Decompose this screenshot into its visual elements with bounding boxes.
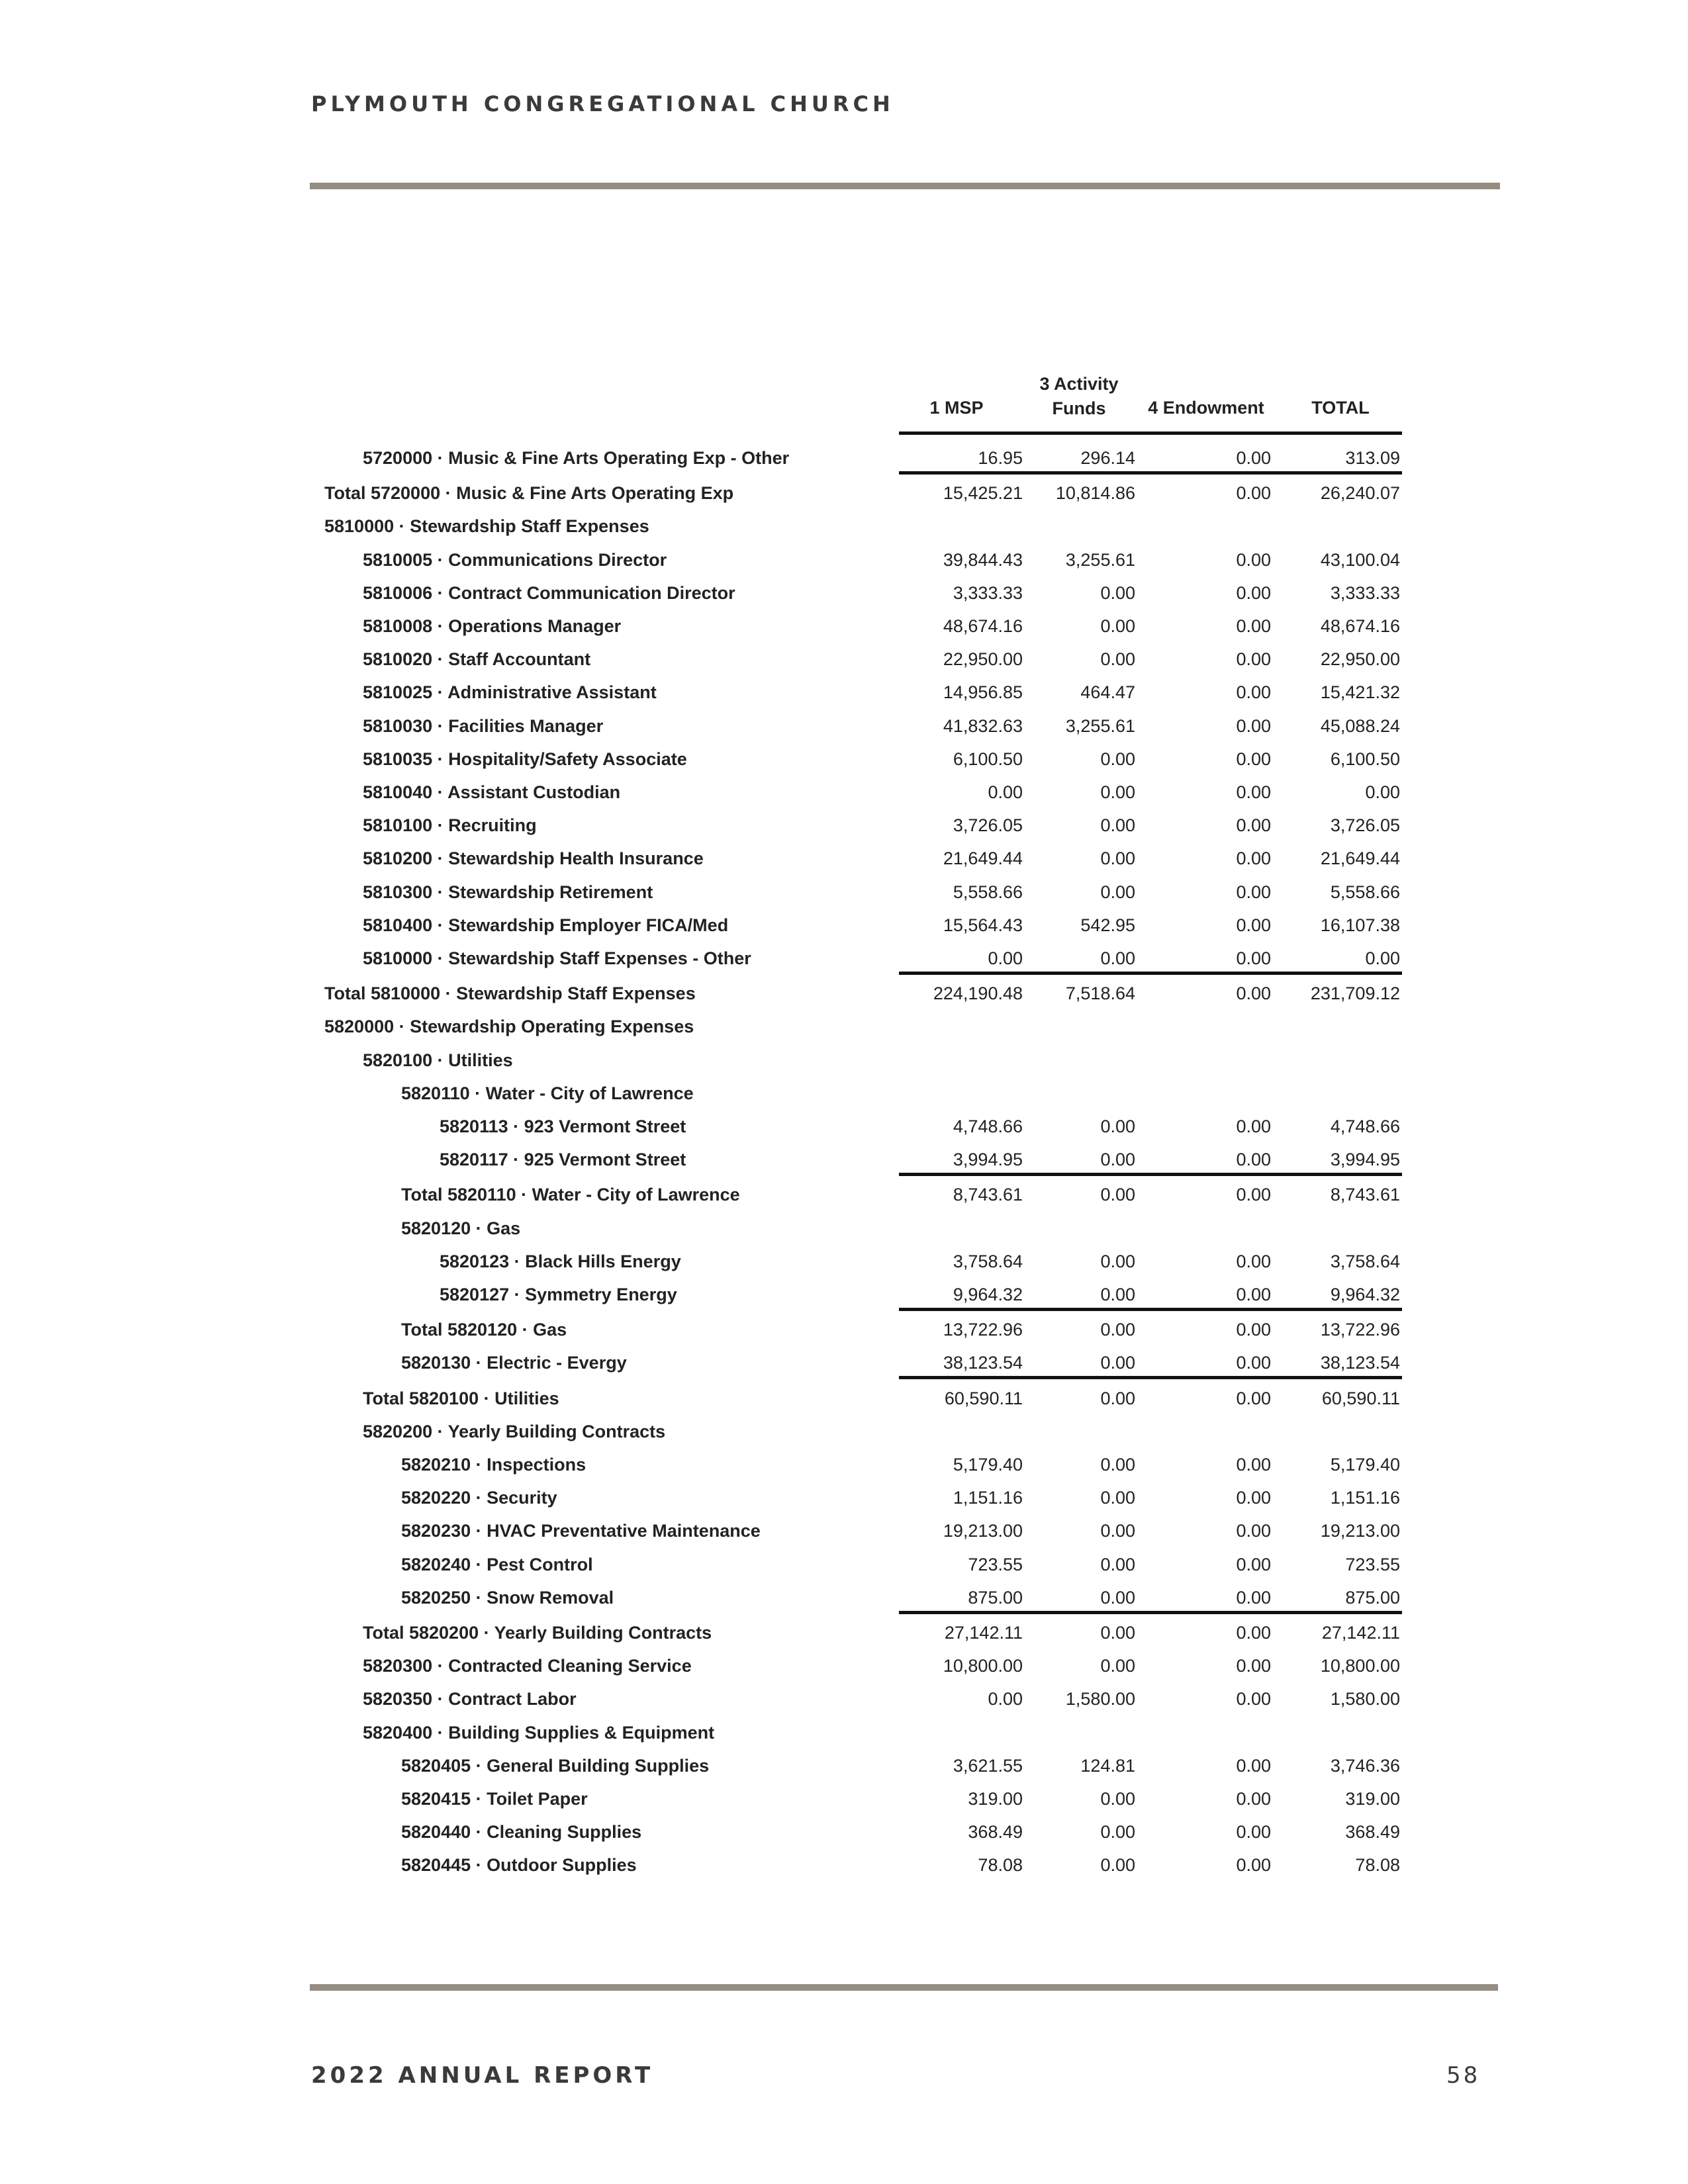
cell-msp: 723.55 xyxy=(968,1554,1023,1574)
cell-endowment: 0.00 xyxy=(1236,1251,1271,1271)
cell-endowment: 0.00 xyxy=(1236,1554,1271,1574)
cell-endowment: 0.00 xyxy=(1236,1623,1271,1643)
cell-msp: 22,950.00 xyxy=(943,649,1023,670)
cell-msp: 0.00 xyxy=(988,1689,1023,1709)
row-label: 5810400 · Stewardship Employer FICA/Med xyxy=(363,915,729,935)
cell-endowment: 0.00 xyxy=(1236,1353,1271,1373)
row-label: 5810200 · Stewardship Health Insurance xyxy=(363,848,704,869)
cell-total: 22,950.00 xyxy=(1320,649,1400,670)
cell-endowment: 0.00 xyxy=(1236,1488,1271,1508)
row-label: 5810040 · Assistant Custodian xyxy=(363,782,621,802)
row-label: 5820230 · HVAC Preventative Maintenance xyxy=(401,1521,761,1541)
subtotal-underline xyxy=(899,471,1402,475)
cell-activity-funds: 0.00 xyxy=(1100,782,1135,802)
row-label: 5810000 · Stewardship Staff Expenses - Other xyxy=(363,948,751,968)
cell-msp: 78.08 xyxy=(978,1855,1023,1876)
cell-total: 5,179.40 xyxy=(1330,1455,1400,1475)
footer-report-title: 2022 ANNUAL REPORT xyxy=(311,2062,654,2089)
cell-msp: 27,142.11 xyxy=(944,1623,1023,1643)
footer-divider xyxy=(310,1984,1498,1991)
subtotal-underline xyxy=(899,1376,1402,1379)
cell-endowment: 0.00 xyxy=(1236,1822,1271,1843)
row-label: 5820100 · Utilities xyxy=(363,1050,513,1070)
cell-msp: 48,674.16 xyxy=(943,616,1023,636)
cell-msp: 5,558.66 xyxy=(953,882,1023,902)
cell-total: 3,994.95 xyxy=(1330,1150,1400,1170)
cell-msp: 875.00 xyxy=(968,1587,1023,1608)
cell-activity-funds: 3,255.61 xyxy=(1065,715,1135,736)
cell-total: 8,743.61 xyxy=(1330,1185,1400,1205)
cell-activity-funds: 0.00 xyxy=(1100,948,1135,968)
cell-total: 3,333.33 xyxy=(1330,582,1400,603)
cell-msp: 10,800.00 xyxy=(943,1656,1023,1676)
cell-endowment: 0.00 xyxy=(1236,483,1271,504)
row-label: 5810035 · Hospitality/Safety Associate xyxy=(363,749,687,769)
cell-total: 19,213.00 xyxy=(1320,1521,1400,1541)
column-header-activity-line1: 3 Activity xyxy=(1039,374,1119,394)
cell-activity-funds: 0.00 xyxy=(1100,1185,1135,1205)
subtotal-underline xyxy=(899,1611,1402,1614)
cell-msp: 1,151.16 xyxy=(953,1488,1023,1508)
row-label: 5810005 · Communications Director xyxy=(363,549,667,570)
cell-endowment: 0.00 xyxy=(1236,1285,1271,1304)
cell-msp: 9,964.32 xyxy=(953,1285,1023,1304)
row-label: 5810006 · Contract Communication Director xyxy=(363,582,735,603)
cell-msp: 14,956.85 xyxy=(943,682,1023,703)
cell-msp: 13,722.96 xyxy=(943,1320,1023,1340)
cell-total: 3,726.05 xyxy=(1330,815,1400,836)
row-label: 5820127 · Symmetry Energy xyxy=(440,1285,677,1304)
cell-activity-funds: 464.47 xyxy=(1080,682,1135,703)
cell-endowment: 0.00 xyxy=(1236,448,1271,468)
cell-activity-funds: 0.00 xyxy=(1100,1320,1135,1340)
cell-endowment: 0.00 xyxy=(1236,649,1271,670)
cell-activity-funds: 0.00 xyxy=(1100,649,1135,670)
cell-activity-funds: 542.95 xyxy=(1080,915,1135,935)
cell-endowment: 0.00 xyxy=(1236,948,1271,968)
cell-msp: 16.95 xyxy=(978,448,1023,468)
cell-activity-funds: 0.00 xyxy=(1100,1150,1135,1170)
row-label: Total 5820200 · Yearly Building Contracts xyxy=(363,1623,712,1643)
row-label: 5810000 · Stewardship Staff Expenses xyxy=(324,516,649,537)
row-label: 5820400 · Building Supplies & Equipment xyxy=(363,1722,715,1743)
cell-msp: 0.00 xyxy=(988,948,1023,968)
cell-endowment: 0.00 xyxy=(1236,1185,1271,1205)
cell-msp: 38,123.54 xyxy=(943,1353,1023,1373)
cell-total: 27,142.11 xyxy=(1321,1623,1400,1643)
cell-activity-funds: 0.00 xyxy=(1100,582,1135,603)
cell-activity-funds: 0.00 xyxy=(1100,1822,1135,1843)
cell-endowment: 0.00 xyxy=(1236,983,1271,1004)
cell-endowment: 0.00 xyxy=(1236,1455,1271,1475)
cell-endowment: 0.00 xyxy=(1236,782,1271,802)
cell-activity-funds: 0.00 xyxy=(1100,1587,1135,1608)
cell-activity-funds: 3,255.61 xyxy=(1065,549,1135,570)
cell-total: 1,151.16 xyxy=(1330,1488,1400,1508)
cell-total: 21,649.44 xyxy=(1320,848,1400,869)
cell-total: 319.00 xyxy=(1345,1789,1400,1809)
row-label: 5810030 · Facilities Manager xyxy=(363,715,604,736)
cell-activity-funds: 0.00 xyxy=(1100,1285,1135,1304)
cell-total: 78.08 xyxy=(1355,1855,1400,1876)
row-label: 5820120 · Gas xyxy=(401,1218,521,1238)
row-label: 5820117 · 925 Vermont Street xyxy=(440,1150,686,1170)
cell-endowment: 0.00 xyxy=(1236,915,1271,935)
column-header-total: TOTAL xyxy=(1311,398,1370,418)
row-label: 5820445 · Outdoor Supplies xyxy=(401,1855,637,1876)
cell-msp: 6,100.50 xyxy=(953,749,1023,769)
row-label: Total 5810000 · Stewardship Staff Expenses xyxy=(324,983,696,1004)
page-header-title: PLYMOUTH CONGREGATIONAL CHURCH xyxy=(311,91,894,116)
cell-activity-funds: 0.00 xyxy=(1100,815,1135,836)
row-label: Total 5820120 · Gas xyxy=(401,1320,567,1340)
cell-total: 231,709.12 xyxy=(1310,983,1400,1004)
cell-total: 15,421.32 xyxy=(1320,682,1400,703)
row-label: 5820415 · Toilet Paper xyxy=(401,1789,588,1809)
cell-total: 3,758.64 xyxy=(1330,1251,1400,1271)
cell-msp: 15,564.43 xyxy=(943,915,1023,935)
cell-activity-funds: 0.00 xyxy=(1100,1251,1135,1271)
cell-msp: 3,333.33 xyxy=(953,582,1023,603)
subtotal-underline xyxy=(899,972,1402,975)
cell-activity-funds: 0.00 xyxy=(1100,1116,1135,1136)
cell-msp: 3,994.95 xyxy=(953,1150,1023,1170)
cell-endowment: 0.00 xyxy=(1236,882,1271,902)
cell-activity-funds: 0.00 xyxy=(1100,749,1135,769)
cell-total: 13,722.96 xyxy=(1320,1320,1400,1340)
cell-activity-funds: 0.00 xyxy=(1100,1521,1135,1541)
cell-total: 16,107.38 xyxy=(1320,915,1400,935)
cell-endowment: 0.00 xyxy=(1236,848,1271,869)
cell-total: 313.09 xyxy=(1345,448,1400,468)
cell-total: 6,100.50 xyxy=(1330,749,1400,769)
cell-total: 9,964.32 xyxy=(1330,1285,1400,1304)
cell-activity-funds: 0.00 xyxy=(1100,1388,1135,1408)
row-label: 5820350 · Contract Labor xyxy=(363,1689,577,1709)
cell-activity-funds: 1,580.00 xyxy=(1065,1689,1135,1709)
column-header-msp: 1 MSP xyxy=(929,398,984,418)
row-label: 5820210 · Inspections xyxy=(401,1455,586,1475)
cell-total: 0.00 xyxy=(1365,948,1400,968)
cell-total: 43,100.04 xyxy=(1320,549,1400,570)
cell-activity-funds: 0.00 xyxy=(1100,1855,1135,1876)
row-label: 5810100 · Recruiting xyxy=(363,815,537,836)
row-label: 5820220 · Security xyxy=(401,1488,557,1508)
row-label: 5810008 · Operations Manager xyxy=(363,616,622,636)
cell-total: 0.00 xyxy=(1365,782,1400,802)
cell-endowment: 0.00 xyxy=(1236,1855,1271,1876)
cell-activity-funds: 0.00 xyxy=(1100,1623,1135,1643)
cell-activity-funds: 296.14 xyxy=(1080,448,1135,468)
cell-msp: 5,179.40 xyxy=(953,1455,1023,1475)
cell-endowment: 0.00 xyxy=(1236,616,1271,636)
cell-endowment: 0.00 xyxy=(1236,815,1271,836)
cell-activity-funds: 10,814.86 xyxy=(1055,483,1135,504)
cell-total: 1,580.00 xyxy=(1330,1689,1400,1709)
cell-endowment: 0.00 xyxy=(1236,715,1271,736)
cell-msp: 21,649.44 xyxy=(943,848,1023,869)
cell-endowment: 0.00 xyxy=(1236,582,1271,603)
cell-activity-funds: 0.00 xyxy=(1100,1455,1135,1475)
cell-activity-funds: 0.00 xyxy=(1100,616,1135,636)
cell-endowment: 0.00 xyxy=(1236,682,1271,703)
subtotal-underline xyxy=(899,1173,1402,1176)
row-label: 5820405 · General Building Supplies xyxy=(401,1755,710,1776)
row-label: Total 5820100 · Utilities xyxy=(363,1388,559,1408)
cell-msp: 368.49 xyxy=(968,1822,1023,1843)
cell-endowment: 0.00 xyxy=(1236,1789,1271,1809)
cell-msp: 224,190.48 xyxy=(933,983,1023,1004)
cell-msp: 3,726.05 xyxy=(953,815,1023,836)
cell-msp: 4,748.66 xyxy=(953,1116,1023,1136)
column-header-endowment: 4 Endowment xyxy=(1148,398,1264,418)
cell-total: 723.55 xyxy=(1345,1554,1400,1574)
cell-activity-funds: 0.00 xyxy=(1100,1353,1135,1373)
row-label: 5820250 · Snow Removal xyxy=(401,1587,614,1608)
cell-activity-funds: 0.00 xyxy=(1100,1488,1135,1508)
cell-total: 45,088.24 xyxy=(1320,715,1400,736)
cell-activity-funds: 0.00 xyxy=(1100,848,1135,869)
cell-msp: 0.00 xyxy=(988,782,1023,802)
cell-msp: 8,743.61 xyxy=(953,1185,1023,1205)
cell-total: 875.00 xyxy=(1345,1587,1400,1608)
column-header-activity-line2: Funds xyxy=(1052,398,1106,418)
row-label: 5820300 · Contracted Cleaning Service xyxy=(363,1656,692,1676)
row-label: Total 5720000 · Music & Fine Arts Operating Exp xyxy=(324,483,734,504)
row-label: 5810025 · Administrative Assistant xyxy=(363,682,657,703)
cell-endowment: 0.00 xyxy=(1236,749,1271,769)
cell-activity-funds: 124.81 xyxy=(1080,1755,1135,1776)
cell-endowment: 0.00 xyxy=(1236,1689,1271,1709)
cell-endowment: 0.00 xyxy=(1236,1116,1271,1136)
page-number: 58 xyxy=(1446,2062,1481,2089)
cell-total: 4,748.66 xyxy=(1330,1116,1400,1136)
cell-activity-funds: 7,518.64 xyxy=(1065,983,1135,1004)
cell-msp: 39,844.43 xyxy=(943,549,1023,570)
cell-endowment: 0.00 xyxy=(1236,1150,1271,1170)
row-label: Total 5820110 · Water - City of Lawrence xyxy=(401,1185,740,1205)
cell-total: 10,800.00 xyxy=(1320,1656,1400,1676)
cell-activity-funds: 0.00 xyxy=(1100,1656,1135,1676)
subtotal-underline xyxy=(899,1308,1402,1311)
cell-msp: 41,832.63 xyxy=(943,715,1023,736)
cell-msp: 319.00 xyxy=(968,1789,1023,1809)
row-label: 5820110 · Water - City of Lawrence xyxy=(401,1083,694,1103)
cell-endowment: 0.00 xyxy=(1236,549,1271,570)
row-label: 5820113 · 923 Vermont Street xyxy=(440,1116,686,1136)
cell-msp: 3,758.64 xyxy=(953,1251,1023,1271)
row-label: 5820240 · Pest Control xyxy=(401,1554,593,1574)
row-label: 5820200 · Yearly Building Contracts xyxy=(363,1421,666,1441)
cell-activity-funds: 0.00 xyxy=(1100,1554,1135,1574)
cell-endowment: 0.00 xyxy=(1236,1320,1271,1340)
cell-total: 48,674.16 xyxy=(1320,616,1400,636)
row-label: 5820440 · Cleaning Supplies xyxy=(401,1822,642,1843)
cell-msp: 19,213.00 xyxy=(943,1521,1023,1541)
row-label: 5810300 · Stewardship Retirement xyxy=(363,882,653,902)
cell-total: 38,123.54 xyxy=(1320,1353,1400,1373)
cell-msp: 15,425.21 xyxy=(943,483,1023,504)
cell-msp: 3,621.55 xyxy=(953,1755,1023,1776)
cell-endowment: 0.00 xyxy=(1236,1388,1271,1408)
cell-total: 3,746.36 xyxy=(1330,1755,1400,1776)
cell-total: 26,240.07 xyxy=(1320,483,1400,504)
cell-endowment: 0.00 xyxy=(1236,1755,1271,1776)
row-label: 5820130 · Electric - Evergy xyxy=(401,1353,627,1373)
row-label: 5820123 · Black Hills Energy xyxy=(440,1251,681,1271)
cell-endowment: 0.00 xyxy=(1236,1587,1271,1608)
cell-total: 368.49 xyxy=(1345,1822,1400,1843)
cell-endowment: 0.00 xyxy=(1236,1521,1271,1541)
row-label: 5820000 · Stewardship Operating Expenses xyxy=(324,1017,694,1037)
row-label: 5810020 · Staff Accountant xyxy=(363,649,591,670)
row-label: 5720000 · Music & Fine Arts Operating Exp - Other xyxy=(363,448,790,468)
cell-activity-funds: 0.00 xyxy=(1100,882,1135,902)
cell-total: 60,590.11 xyxy=(1321,1388,1400,1408)
cell-msp: 60,590.11 xyxy=(944,1388,1023,1408)
cell-endowment: 0.00 xyxy=(1236,1656,1271,1676)
cell-total: 5,558.66 xyxy=(1330,882,1400,902)
cell-activity-funds: 0.00 xyxy=(1100,1789,1135,1809)
